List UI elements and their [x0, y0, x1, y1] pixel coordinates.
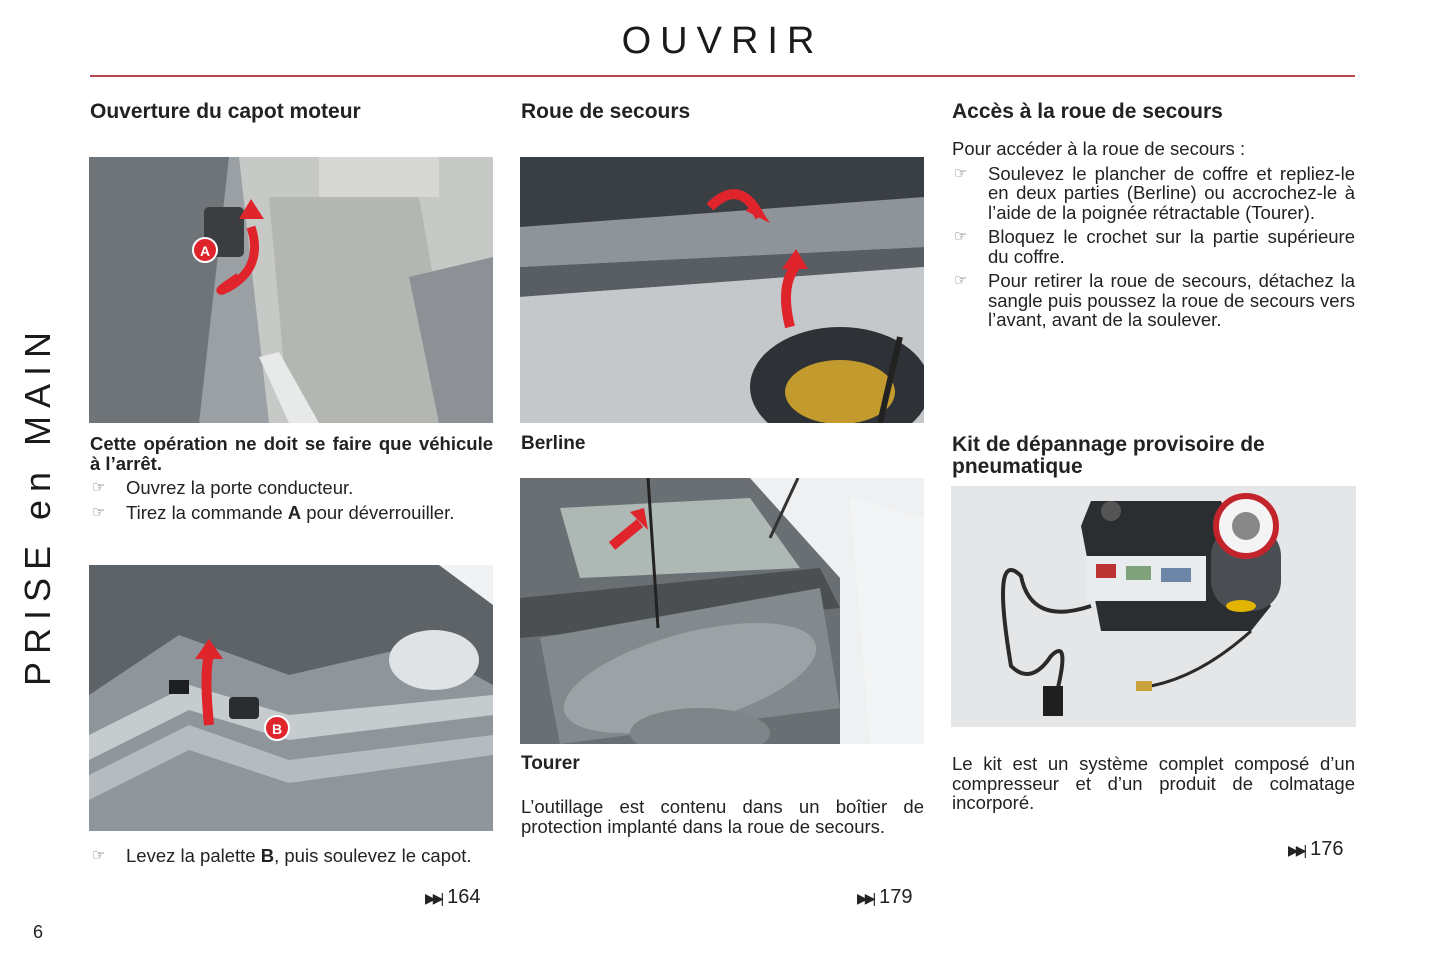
spare-wheel-access-text: [952, 139, 1355, 330]
list-item: ☞ Pour retirer la roue de secours, détachez la sangle puis poussez la roue de secours vers l’avant, avant de la soulever.: [954, 270, 1355, 330]
caption-berline: Berline: [521, 433, 586, 454]
tool-kit-text: L’outillage est contenu dans un boîtier de protection implanté dans la roue de secours.: [521, 796, 924, 837]
berline-trunk-image: [520, 157, 924, 423]
caption-tourer: Tourer: [521, 753, 580, 774]
page-reference[interactable]: ▶▶| 164: [425, 886, 481, 908]
page-reference[interactable]: ▶▶| 179: [857, 886, 913, 908]
heading-spare-wheel-access: Accès à la roue de secours: [952, 100, 1223, 123]
pointing-hand-icon: ☞: [954, 228, 968, 245]
list-item: ☞ Tirez la commande A pour déverrouiller.: [92, 501, 455, 523]
skip-forward-icon: ▶▶|: [425, 890, 442, 906]
hood-final-step: [90, 846, 493, 866]
list-item: ☞ Bloquez le crochet sur la partie supérieure du coffre.: [954, 226, 1355, 267]
heading-repair-kit: Kit de dépannage provisoire de pneumatique: [952, 433, 1265, 478]
hood-safety-note: Cette opération ne doit se faire que véhicule à l’arrêt.: [90, 433, 493, 474]
list-item: ☞ Levez la palette B, puis soulevez le capot.: [92, 845, 472, 866]
svg-text:A: A: [199, 243, 211, 259]
svg-text:B: B: [271, 721, 283, 737]
pointing-hand-icon: ☞: [92, 847, 106, 864]
pointing-hand-icon: ☞: [92, 479, 106, 496]
tourer-trunk-image: [520, 478, 924, 744]
repair-kit-text: Le kit est un système complet composé d’un compresseur et d’un produit de colmatage incorporé.: [952, 753, 1355, 813]
hood-release-lever-image: [89, 157, 493, 423]
list-item: ☞ Soulevez le plancher de coffre et repliez-le en deux parties (Berline) ou accrochez-le à l’aide de la poignée rétractable (Tourer).: [954, 162, 1355, 223]
hood-steps-list: [90, 478, 493, 522]
pointing-hand-icon: ☞: [954, 164, 968, 182]
page-reference[interactable]: ▶▶| 176: [1288, 838, 1344, 860]
pointing-hand-icon: ☞: [954, 272, 968, 289]
section-side-title: PRISE en MAIN: [17, 323, 58, 687]
hood-palette-image: [89, 565, 493, 831]
intro-text: Pour accéder à la roue de secours :: [952, 138, 1246, 159]
pointing-hand-icon: ☞: [92, 503, 106, 521]
repair-kit-image: [951, 486, 1356, 727]
skip-forward-icon: ▶▶|: [857, 890, 874, 906]
list-item: ☞ Ouvrez la porte conducteur.: [92, 477, 354, 498]
page-title: OUVRIR: [621, 20, 824, 62]
heading-spare-wheel: Roue de secours: [521, 100, 691, 123]
skip-forward-icon: ▶▶|: [1288, 842, 1305, 858]
page-number: 6: [33, 922, 44, 942]
title-divider: [90, 75, 1355, 77]
heading-hood-opening: Ouverture du capot moteur: [90, 100, 361, 123]
